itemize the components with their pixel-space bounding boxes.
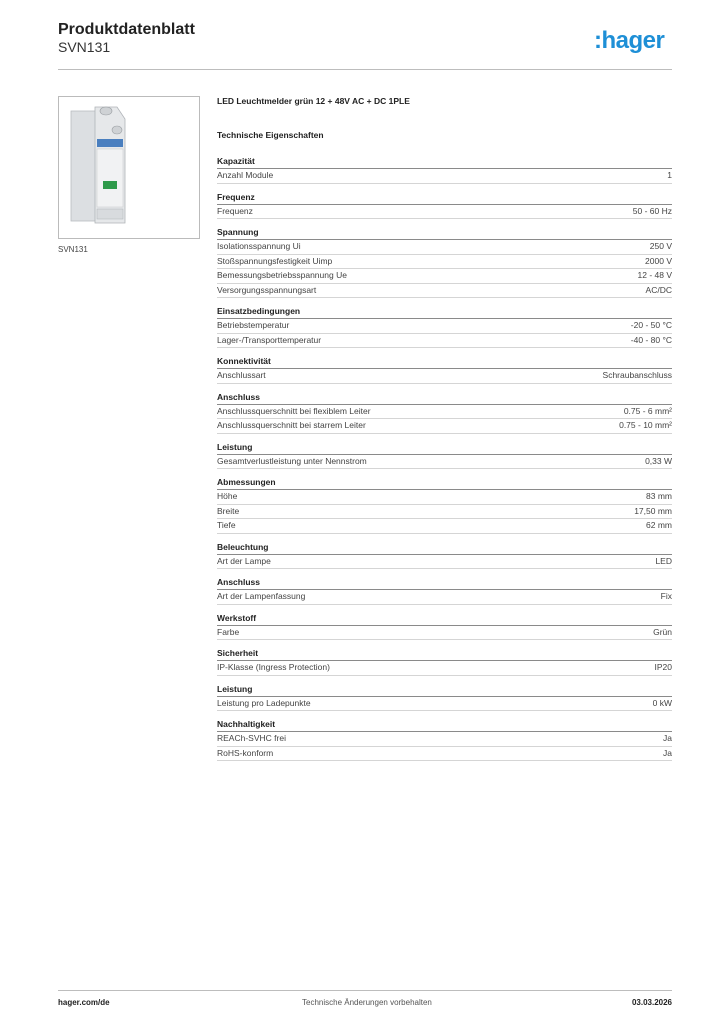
spec-row	[217, 255, 672, 270]
spec-label: Anschlussart	[217, 370, 266, 380]
page-title: Produktdatenblatt	[58, 21, 195, 38]
spec-label: RoHS-konform	[217, 747, 274, 758]
spec-group-title: Anschluss	[217, 391, 672, 405]
spec-group	[217, 612, 672, 641]
spec-label: Höhe	[217, 491, 238, 501]
spec-label: Anschlussquerschnitt bei starrem Leiter	[217, 420, 366, 430]
hager-logo[interactable]: :hager	[594, 27, 665, 54]
spec-label: Betriebstemperatur	[217, 320, 290, 330]
image-caption: SVN131	[58, 245, 88, 254]
spec-value: 62 mm	[646, 520, 672, 530]
spec-row	[217, 205, 672, 220]
spec-row	[217, 626, 672, 641]
spec-label: Isolationsspannung Ui	[217, 241, 301, 251]
spec-group-title: Leistung	[217, 441, 672, 455]
header-divider	[58, 69, 672, 70]
spec-row	[217, 732, 672, 747]
spec-label: Art der Lampenfassung	[217, 591, 306, 601]
specs-table	[217, 155, 672, 768]
spec-value: 83 mm	[646, 491, 672, 501]
spec-group-title: Sicherheit	[217, 647, 672, 661]
spec-label: Anschlussquerschnitt bei flexiblem Leiter	[217, 405, 371, 416]
spec-group-title: Frequenz	[217, 191, 672, 205]
spec-group-title: Kapazität	[217, 155, 672, 169]
spec-row	[217, 661, 672, 676]
spec-value: 2000 V	[645, 255, 672, 266]
spec-label: Art der Lampe	[217, 555, 271, 566]
spec-row	[217, 405, 672, 420]
spec-value: 250 V	[649, 241, 672, 251]
logo-text: hager	[601, 27, 665, 54]
spec-value: Grün	[653, 626, 672, 637]
spec-label: Frequenz	[217, 205, 253, 216]
section-heading: Technische Eigenschaften	[217, 130, 324, 140]
spec-value: Schraubanschluss	[602, 370, 672, 380]
spec-row	[217, 590, 672, 605]
spec-label: Leistung pro Ladepunkte	[217, 697, 311, 708]
spec-label: Farbe	[217, 626, 240, 637]
spec-group-title: Einsatzbedingungen	[217, 305, 672, 319]
spec-label: Lager-/Transporttemperatur	[217, 334, 322, 345]
spec-group	[217, 305, 672, 348]
spec-row	[217, 505, 672, 520]
spec-group-title: Abmessungen	[217, 476, 672, 490]
spec-group	[217, 191, 672, 220]
spec-label: REACh-SVHC frei	[217, 733, 286, 743]
spec-row	[217, 455, 672, 470]
spec-value: -40 - 80 °C	[630, 334, 672, 345]
footer-divider	[58, 990, 672, 991]
spec-value: 50 - 60 Hz	[632, 205, 672, 216]
product-name: LED Leuchtmelder grün 12 + 48V AC + DC 1PLE	[217, 96, 410, 106]
spec-row	[217, 169, 672, 184]
spec-group-title: Nachhaltigkeit	[217, 718, 672, 732]
spec-value: 0.75 - 6 mm²	[623, 405, 672, 416]
spec-row	[217, 419, 672, 434]
spec-row	[217, 747, 672, 762]
spec-row	[217, 334, 672, 349]
spec-label: Breite	[217, 505, 240, 516]
spec-group-title: Leistung	[217, 683, 672, 697]
spec-group-title: Spannung	[217, 226, 672, 240]
spec-value: 1	[667, 170, 672, 180]
spec-value: IP20	[654, 662, 672, 672]
product-image	[58, 96, 200, 239]
spec-label: IP-Klasse (Ingress Protection)	[217, 662, 330, 672]
spec-group-title: Beleuchtung	[217, 541, 672, 555]
spec-value: 0 kW	[652, 697, 672, 708]
spec-label: Anzahl Module	[217, 170, 274, 180]
spec-value: Ja	[663, 747, 672, 758]
spec-row	[217, 490, 672, 505]
spec-group	[217, 155, 672, 184]
spec-row	[217, 269, 672, 284]
footer-date: 03.03.2026	[631, 998, 672, 1007]
spec-group-title: Werkstoff	[217, 612, 672, 626]
spec-value: 17,50 mm	[634, 505, 672, 516]
spec-value: 12 - 48 V	[637, 270, 672, 280]
spec-label: Stoßspannungsfestigkeit Uimp	[217, 255, 333, 266]
spec-group-title: Konnektivität	[217, 355, 672, 369]
spec-group-title: Anschluss	[217, 576, 672, 590]
spec-group	[217, 718, 672, 761]
spec-value: LED	[655, 555, 672, 566]
spec-label: Versorgungsspannungsart	[217, 284, 317, 295]
footer-notice: Technische Änderungen vorbehalten	[302, 998, 432, 1007]
spec-label: Gesamtverlustleistung unter Nennstrom	[217, 455, 367, 466]
spec-row	[217, 697, 672, 712]
spec-group	[217, 441, 672, 470]
footer-website-link[interactable]: hager.com/de	[58, 998, 110, 1007]
spec-group	[217, 391, 672, 434]
spec-value: AC/DC	[645, 284, 672, 295]
spec-row	[217, 555, 672, 570]
spec-group	[217, 647, 672, 676]
spec-value: 0,33 W	[645, 455, 672, 466]
spec-value: -20 - 50 °C	[630, 320, 672, 330]
device-illustration	[59, 97, 199, 238]
spec-group	[217, 355, 672, 384]
product-code: SVN131	[58, 39, 111, 55]
spec-row	[217, 240, 672, 255]
spec-value: Ja	[663, 733, 672, 743]
spec-row	[217, 369, 672, 384]
spec-row	[217, 319, 672, 334]
spec-group	[217, 683, 672, 712]
spec-value: 0.75 - 10 mm²	[619, 420, 672, 430]
spec-group	[217, 576, 672, 605]
spec-row	[217, 284, 672, 299]
spec-label: Tiefe	[217, 520, 236, 530]
spec-group	[217, 476, 672, 534]
spec-label: Bemessungsbetriebsspannung Ue	[217, 270, 347, 280]
spec-row	[217, 519, 672, 534]
spec-group	[217, 226, 672, 298]
spec-value: Fix	[660, 591, 672, 601]
spec-group	[217, 541, 672, 570]
